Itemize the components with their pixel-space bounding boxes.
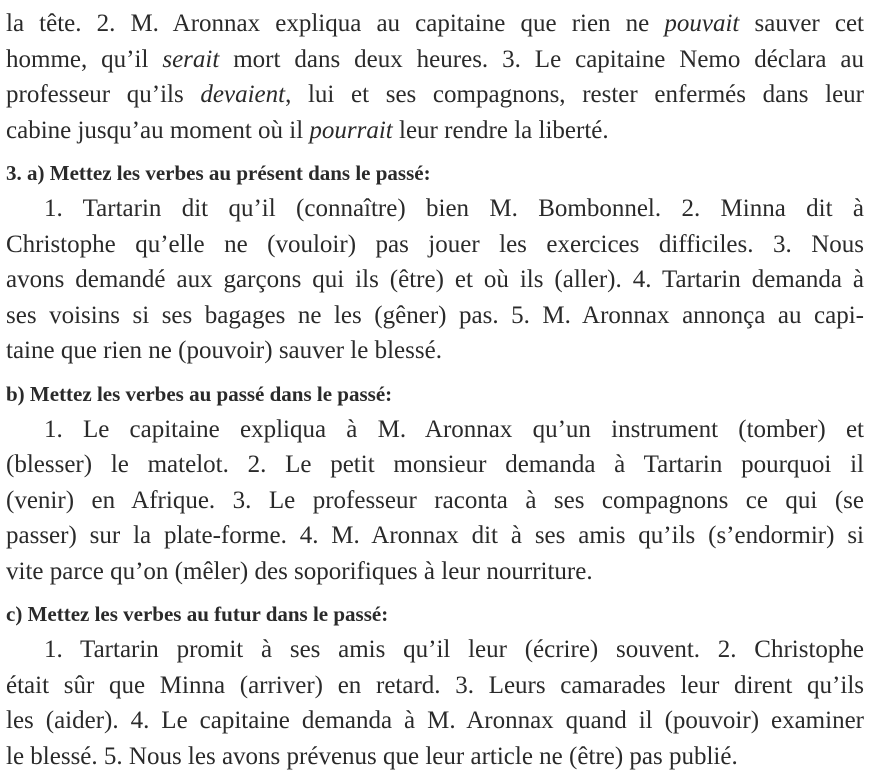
exercise-line: Christophe qu’elle ne (vouloir) pas jouer les exercices difficiles. 3. Nous (6, 230, 864, 258)
section-c-paragraph (6, 632, 864, 774)
emphasized-verb: pourrait (309, 116, 393, 144)
exercise-line: 1. Tartarin promit à ses amis qu’il leur (écrire) souvent. 2. Christophe (44, 636, 864, 663)
exercise-line: les (aider). 4. Le capitaine demanda à M. Aronnax quand il (pouvoir) examiner (6, 707, 864, 734)
exercise-line: (blesser) le matelot. 2. Le petit monsieur demanda à Tartarin pourquoi il (6, 451, 864, 478)
emphasized-verb: pouvait (664, 10, 740, 37)
exercise-line: 1. Le capitaine expliqua à M. Aronnax qu’un instrument (tomber) et (44, 415, 864, 443)
exercise-line: passer) sur la plate-forme. 4. M. Aronnax dit à ses amis qu’ils (s’endormir) si (6, 522, 864, 549)
intro-line: professeur qu’ils devaient, lui et ses compagnons, rester enfermés dans leur (6, 81, 864, 108)
intro-line: cabine jusqu’au moment où il pourrait leur rendre la liberté. (6, 116, 609, 144)
emphasized-verb: serait (162, 45, 220, 73)
exercise-line: vite parce qu’on (mêler) des soporifiques à leur nourriture. (6, 557, 593, 585)
exercise-line: avons demandé aux garçons qui ils (être) et où ils (aller). 4. Tartarin demanda à (6, 266, 864, 293)
exercise-line: était sûr que Minna (arriver) en retard. 3. Leurs camarades leur dirent qu’ils (6, 671, 864, 699)
emphasized-verb: devaient (200, 81, 286, 108)
section-a-paragraph (6, 191, 864, 369)
exercise-line: 1. Tartarin dit qu’il (connaître) bien M. Bombonnel. 2. Minna dit à (44, 195, 864, 222)
section-heading-a: 3. a) Mettez les verbes au présent dans le passé: (6, 161, 431, 185)
exercise-line: taine que rien ne (pouvoir) sauver le blessé. (6, 337, 442, 364)
section-b-paragraph (6, 412, 864, 590)
exercise-line: ses voisins si ses bagages ne les (gêner) pas. 5. M. Aronnax annonça au capi- (6, 301, 864, 329)
intro-line: homme, qu’il serait mort dans deux heures. 3. Le capitaine Nemo déclara au (6, 45, 864, 73)
section-heading-b: b) Mettez les verbes au passé dans le passé: (6, 381, 393, 406)
intro-line: la tête. 2. M. Aronnax expliqua au capitaine que rien ne pouvait sauver cet (6, 10, 864, 37)
section-heading-c: c) Mettez les verbes au futur dans le passé: (6, 602, 389, 626)
exercise-line: le blessé. 5. Nous les avons prévenus que leur article ne (être) pas publié. (6, 742, 738, 770)
exercise-line: (venir) en Afrique. 3. Le professeur raconta à ses compagnons ce qui (se (6, 486, 864, 514)
intro-paragraph (6, 6, 864, 148)
